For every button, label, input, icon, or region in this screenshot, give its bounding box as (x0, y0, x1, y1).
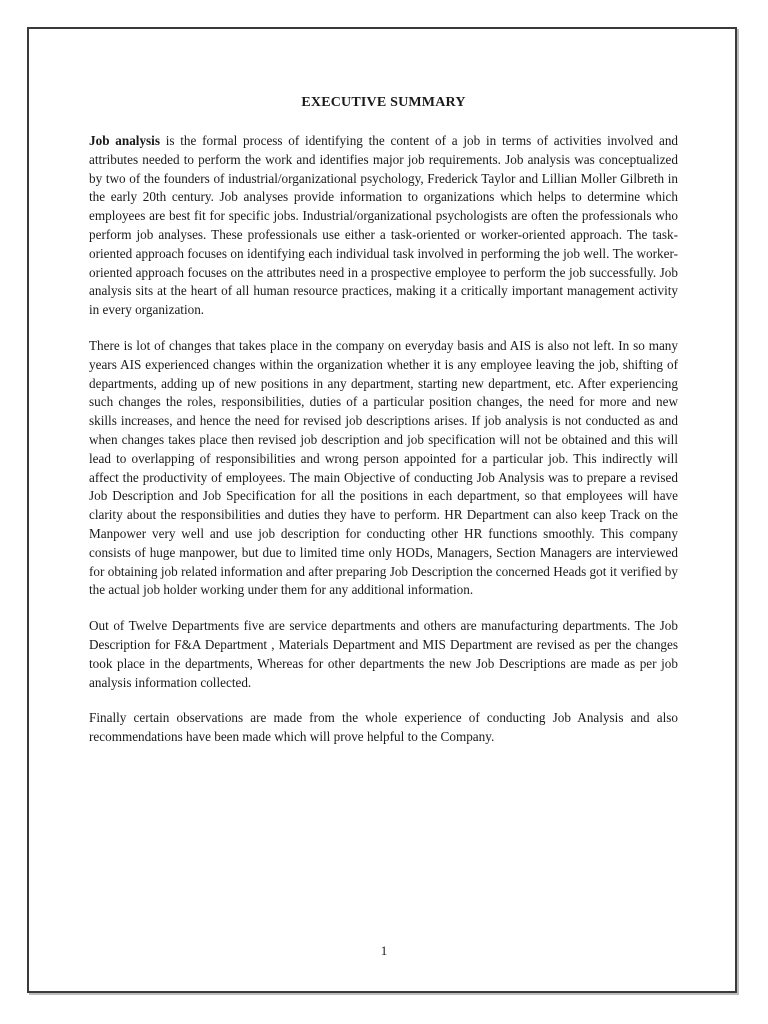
paragraph-job-analysis (89, 132, 678, 320)
paragraph-text: Out of Twelve Departments five are service departments and others are manufacturing departments. The Job Description for F&A Department , Materials Department and MIS Department are revised as per the changes took place in the departments, Whereas for other departments the new Job Descriptions are made as per job analysis information collected. (89, 618, 678, 690)
paragraph-text: is the formal process of identifying the content of a job in terms of activities involved and attributes needed to perform the work and identifies major job requirements. Job analysis was conceptualized by two of the founders of industrial/organizational psychology, Frederick Taylor and Lillian Moller Gilbreth in the early 20th century. Job analyses provide information to organizations which helps to determine which employees are best fit for specific jobs. Industrial/organizational psychologists are often the professionals who perform job analyses. These professionals use either a task-oriented or worker-oriented approach. The task-oriented approach focuses on identifying each individual task involved in performing the job well. The worker-oriented approach focuses on the attributes need in a prospective employee to perform the job successfully. Job analysis sits at the heart of all human resource practices, making it a critically important management activity in every organization. (89, 133, 679, 318)
paragraph-departments (89, 617, 678, 692)
paragraph-text: There is lot of changes that takes place in the company on everyday basis and AIS is also not left. In so many years AIS experienced changes within the organization whether it is any employee leaving the job, shifting of departments, adding up of new positions in any department, starting new department, etc. After experiencing such changes the roles, responsibilities, duties of a particular position changes, the need for more and new skills increases, and hence the need for revised job descriptions arises. If job analysis is not conducted as and when changes takes place then revised job description and job specification will not be obtained and this will lead to overlapping of responsibilities and wrong person appointed for a particular job. This indirectly will affect the productivity of employees. The main Objective of conducting Job Analysis was to prepare a revised Job Description and Job Specification for all the positions in each department, so that employees will have clarity about the responsibilities and duties they have to perform. HR Department can also keep Track on the Manpower very well and use job description for conducting other HR functions smoothly. This company consists of huge manpower, but due to limited time only HODs, Managers, Section Managers are interviewed for obtaining job related information and after preparing Job Description the concerned Heads got it verified by the actual job holder working under them for any additional information. (89, 337, 678, 598)
page-number: 1 (380, 943, 388, 958)
document-body (89, 94, 678, 764)
document-title: EXECUTIVE SUMMARY (301, 95, 466, 110)
paragraph-lead-term: Job analysis (89, 133, 160, 148)
paragraph-conclusion (89, 709, 678, 747)
paragraph-changes (89, 337, 678, 600)
paragraph-text: Finally certain observations are made from the whole experience of conducting Job Analysis and also recommendations have been made which will prove helpful to the Company. (89, 710, 678, 745)
